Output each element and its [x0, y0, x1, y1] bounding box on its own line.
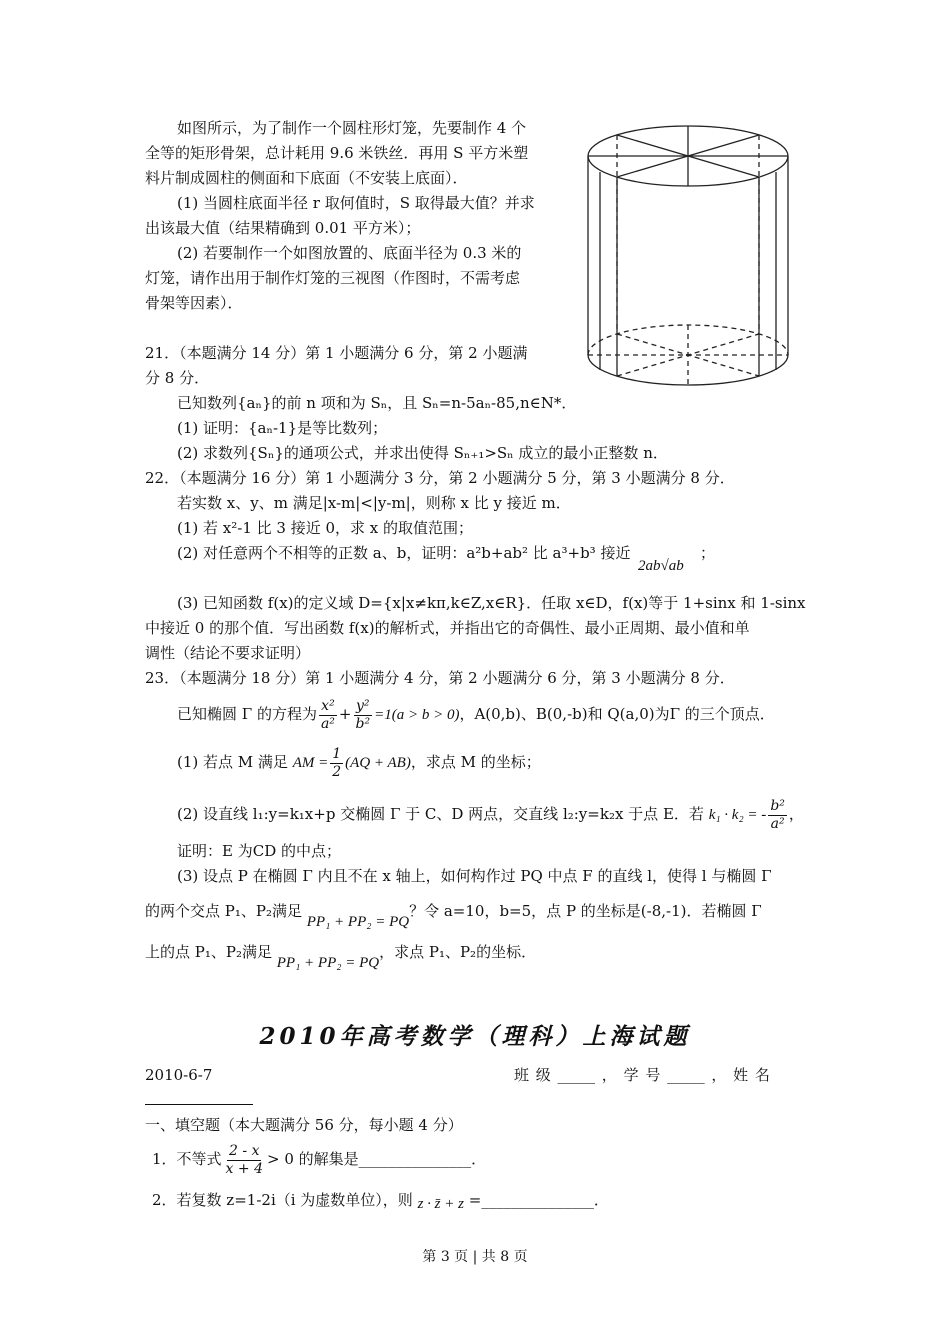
q20-line: 骨架等因素）． [145, 294, 243, 312]
fill-question-1 [152, 1140, 486, 1178]
fraction-y [354, 698, 373, 733]
q21-header: 21．（本题满分 14 分）第 1 小题满分 6 分，第 2 小题满 [145, 344, 528, 362]
text: ，A(0,b)、B(0,-b)和 Q(a,0)为Γ 的三个顶点． [459, 705, 775, 723]
cylinder-lantern-figure [580, 120, 800, 390]
q22-line: (1) 若 x²-1 比 3 接近 0，求 x 的取值范围； [177, 519, 474, 537]
math: k₁ · k₂ = - [708, 807, 767, 823]
fill-question-2 [152, 1190, 609, 1211]
q20-line: (1) 当圆柱底面半径 r 取何值时，S 取得最大值？并求 [177, 194, 535, 212]
q21-line: 分 8 分． [145, 369, 210, 387]
q20-line: 料片制成圆柱的侧面和下底面（不安装上底面）． [145, 169, 468, 187]
text: 1．不等式 [152, 1150, 222, 1168]
q21-line: 已知数列{aₙ}的前 n 项和为 Sₙ，且 Sₙ=n-5aₙ-85,n∈N*． [177, 394, 577, 412]
text: =_______________． [468, 1191, 609, 1209]
denominator: 2 [332, 763, 342, 780]
q22-line: (2) 对任意两个不相等的正数 a、b，证明：a²b+ab² 比 a³+b³ 接近 [177, 544, 631, 562]
math: AM = [292, 755, 329, 771]
numerator: x² [321, 697, 335, 714]
text: ，求点 P₁、P₂的坐标． [379, 943, 537, 961]
q23-part3-line [145, 901, 762, 930]
exam-date: 2010-6-7 [145, 1066, 213, 1084]
text: 的两个交点 P₁、P₂满足 [145, 902, 302, 920]
q22-sqrt-expression: 2ab√ab [638, 558, 684, 574]
math: (AQ + AB) [345, 755, 411, 771]
text: (2) 设直线 l₁:y=k₁x+p 交椭圆 Γ 于 C、D 两点，交直线 l₂:y=k₂x 于点 E．若 [177, 805, 704, 823]
math: PP₁ + PP₂ = PQ [276, 955, 380, 971]
q20-line: 灯笼，请作出用于制作灯笼的三视图（作图时，不需考虑 [145, 269, 521, 287]
numerator: 1 [332, 745, 342, 762]
text: 上的点 P₁、P₂满足 [145, 943, 272, 961]
q22-semicolon: ； [700, 544, 716, 562]
q20-line: 出该最大值（结果精确到 0.01 平方米）； [145, 219, 421, 237]
student-info-fields: 班 级 _____ ， 学 号 _____ ， 姓 名 [514, 1066, 770, 1084]
text: ， [788, 805, 804, 823]
numerator: y² [356, 697, 370, 714]
math: PP₁ + PP₂ = PQ [306, 914, 410, 930]
math: z · z̄ + z [417, 1196, 464, 1212]
fraction-half [330, 746, 343, 781]
q22-line: 调性（结论不要求证明） [145, 644, 311, 662]
q20-line: (2) 若要制作一个如图放置的、底面半径为 0.3 米的 [177, 244, 522, 262]
q23-part2-proof: 证明：E 为CD 的中点； [177, 842, 341, 860]
text: 已知椭圆 Γ 的方程为 [177, 705, 317, 723]
fraction-inequality [224, 1143, 265, 1178]
denominator: a² [320, 715, 335, 732]
text: ？令 a=10，b=5，点 P 的坐标是(-8,-1)．若椭圆 Γ [409, 902, 762, 920]
text: > 0 的解集是_______________． [266, 1150, 487, 1168]
q23-part1 [177, 743, 541, 782]
page-footer: 第 3 页 | 共 8 页 [422, 1249, 528, 1265]
exam-title: 2010年高考数学（理科）上海试题 [259, 1023, 691, 1050]
q20-line: 如图所示，为了制作一个圆柱形灯笼，先要制作 4 个 [177, 119, 527, 137]
ellipse-tail: =1(a > b > 0) [374, 707, 460, 723]
text: 2．若复数 z=1-2i（i 为虚数单位），则 [152, 1191, 413, 1209]
denominator: a² [770, 815, 785, 832]
text: ，求点 M 的坐标； [410, 753, 541, 771]
q21-line: (1) 证明：{aₙ-1}是等比数列； [177, 419, 388, 437]
q21-line: (2) 求数列{Sₙ}的通项公式，并求出使得 Sₙ₊₁>Sₙ 成立的最小正整数 n． [177, 444, 668, 462]
fraction-b2-a2 [768, 798, 787, 833]
numerator: 2 - x [229, 1142, 260, 1159]
q23-part3: (3) 设点 P 在椭圆 Γ 内且不在 x 轴上，如何构作过 PQ 中点 F 的直线 l，使得 l 与椭圆 Γ [177, 867, 772, 885]
q22-line: 中接近 0 的那个值．写出函数 f(x)的解析式，并指出它的奇偶性、最小正周期、最小值和单 [145, 619, 750, 637]
q23-part2 [177, 795, 804, 834]
text: (1) 若点 M 满足 [177, 753, 288, 771]
numerator: b² [770, 797, 785, 814]
q23-header: 23．（本题满分 18 分）第 1 小题满分 4 分，第 2 小题满分 6 分，第 3 小题满分 8 分． [145, 669, 735, 687]
denominator: b² [355, 715, 371, 732]
q22-line: 若实数 x、y、m 满足|x-m|<|y-m|，则称 x 比 y 接近 m． [177, 494, 571, 512]
fraction-x [319, 698, 337, 733]
q23-part3-line [145, 942, 537, 971]
q23-intro: 已知椭圆 Γ 的方程为 $\frac{\text{x²}}{\text{a²}}$ + $\frac{\text{y²}}{\text{b²}}$ =1(a > b > 0)，A(0,b)、B(0,-b)和 Q(a,0)为Γ 的三个顶点． [177, 697, 775, 732]
section-1-heading: 一、填空题（本大题满分 56 分，每小题 4 分） [145, 1116, 463, 1134]
q20-line: 全等的矩形骨架，总计耗用 9.6 米铁丝．再用 S 平方米塑 [145, 144, 529, 162]
q22-line: (3) 已知函数 f(x)的定义域 D={x|x≠kπ,k∈Z,x∈R}．任取 x∈D，f(x)等于 1+sinx 和 1-sinx [177, 594, 806, 612]
q22-header: 22．（本题满分 16 分）第 1 小题满分 3 分，第 2 小题满分 5 分，第 3 小题满分 8 分． [145, 469, 735, 487]
name-blank-line [145, 1104, 253, 1105]
denominator: x + 4 [225, 1160, 263, 1177]
